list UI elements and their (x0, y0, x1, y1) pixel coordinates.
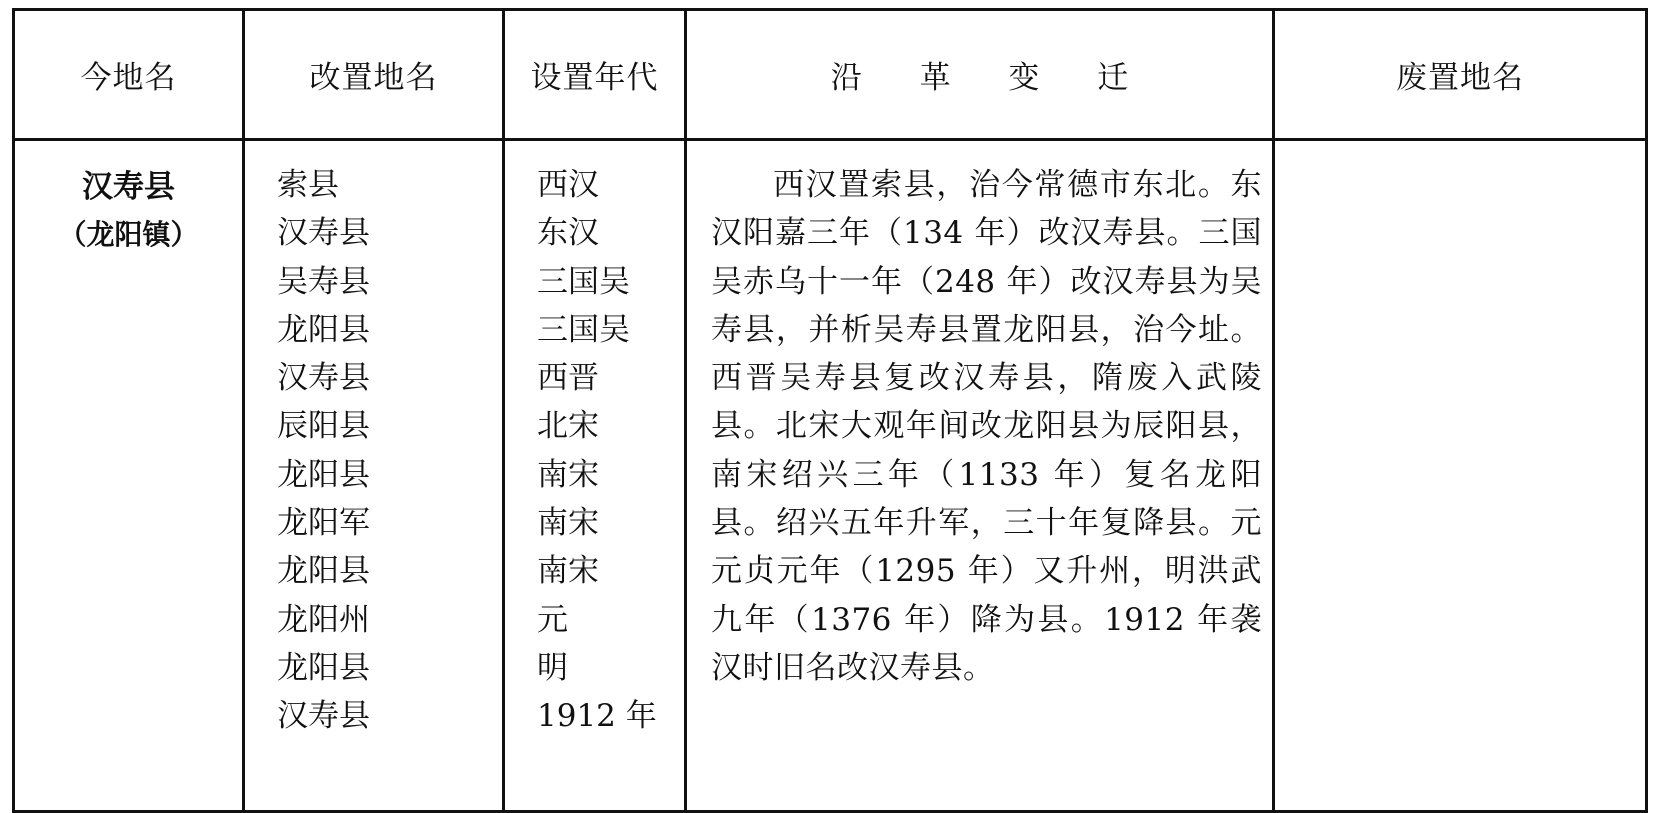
renamed-name-item: 辰阳县 (277, 408, 370, 445)
renamed-names-cell (244, 140, 504, 812)
renamed-name-item: 龙阳军 (277, 505, 370, 542)
current-name: 汉寿县 (82, 169, 175, 205)
renamed-name-item: 龙阳县 (277, 311, 370, 348)
renamed-name-item: 汉寿县 (277, 215, 370, 252)
renamed-name-item: 索县 (277, 167, 339, 203)
era-item: 三国吴 (537, 311, 630, 348)
renamed-names-list (245, 141, 502, 741)
eras-list (505, 141, 684, 741)
era-item: 三国吴 (537, 263, 630, 300)
header-row (14, 10, 1647, 140)
current-name-alt: （龙阳镇） (58, 218, 199, 251)
era-item: 西晋 (537, 360, 599, 397)
renamed-name-item: 龙阳州 (277, 601, 370, 638)
era-item: 南宋 (537, 553, 599, 590)
gazetteer-table (12, 8, 1648, 813)
header-established-era: 设置年代 (504, 10, 686, 140)
era-item: 东汉 (537, 215, 599, 252)
era-item: 元 (537, 601, 568, 638)
era-item: 西汉 (537, 167, 599, 203)
current-name-cell (14, 140, 244, 812)
renamed-name-item: 汉寿县 (277, 360, 370, 397)
header-renamed-name: 改置地名 (244, 10, 504, 140)
renamed-name-item: 吴寿县 (277, 263, 370, 300)
renamed-name-item: 龙阳县 (277, 649, 370, 686)
era-item: 北宋 (537, 408, 599, 445)
eras-cell (504, 140, 686, 812)
history-text: 西汉置索县，治今常德市东北。东汉阳嘉三年（134 年）改汉寿县。三国吴赤乌十一年（248 年）改汉寿县为吴寿县，并析吴寿县置龙阳县，治今址。西晋吴寿县复改汉寿县，隋废入武陵县。北宋大观年间改龙阳县为辰阳县，南宋绍兴三年（1133 年）复名龙阳县。绍兴五年升军，三十年复降县。元元贞元年（1295 年）又升州，明洪武九年（1376 年）降为县。1912 年袭汉时旧名改汉寿县。 (711, 167, 1262, 686)
header-current-name: 今地名 (14, 10, 244, 140)
renamed-name-item: 龙阳县 (277, 456, 370, 493)
renamed-name-item: 龙阳县 (277, 553, 370, 590)
header-abolished-name: 废置地名 (1274, 10, 1647, 140)
abolished-name-cell (1274, 140, 1647, 812)
era-item: 南宋 (537, 505, 599, 542)
era-item: 明 (537, 649, 568, 686)
renamed-name-item: 汉寿县 (277, 698, 370, 735)
era-item: 南宋 (537, 456, 599, 493)
history-cell (686, 140, 1274, 812)
header-history: 沿 革 变 迁 (686, 10, 1274, 140)
table-row (14, 140, 1647, 812)
era-item: 1912 年 (537, 698, 657, 735)
